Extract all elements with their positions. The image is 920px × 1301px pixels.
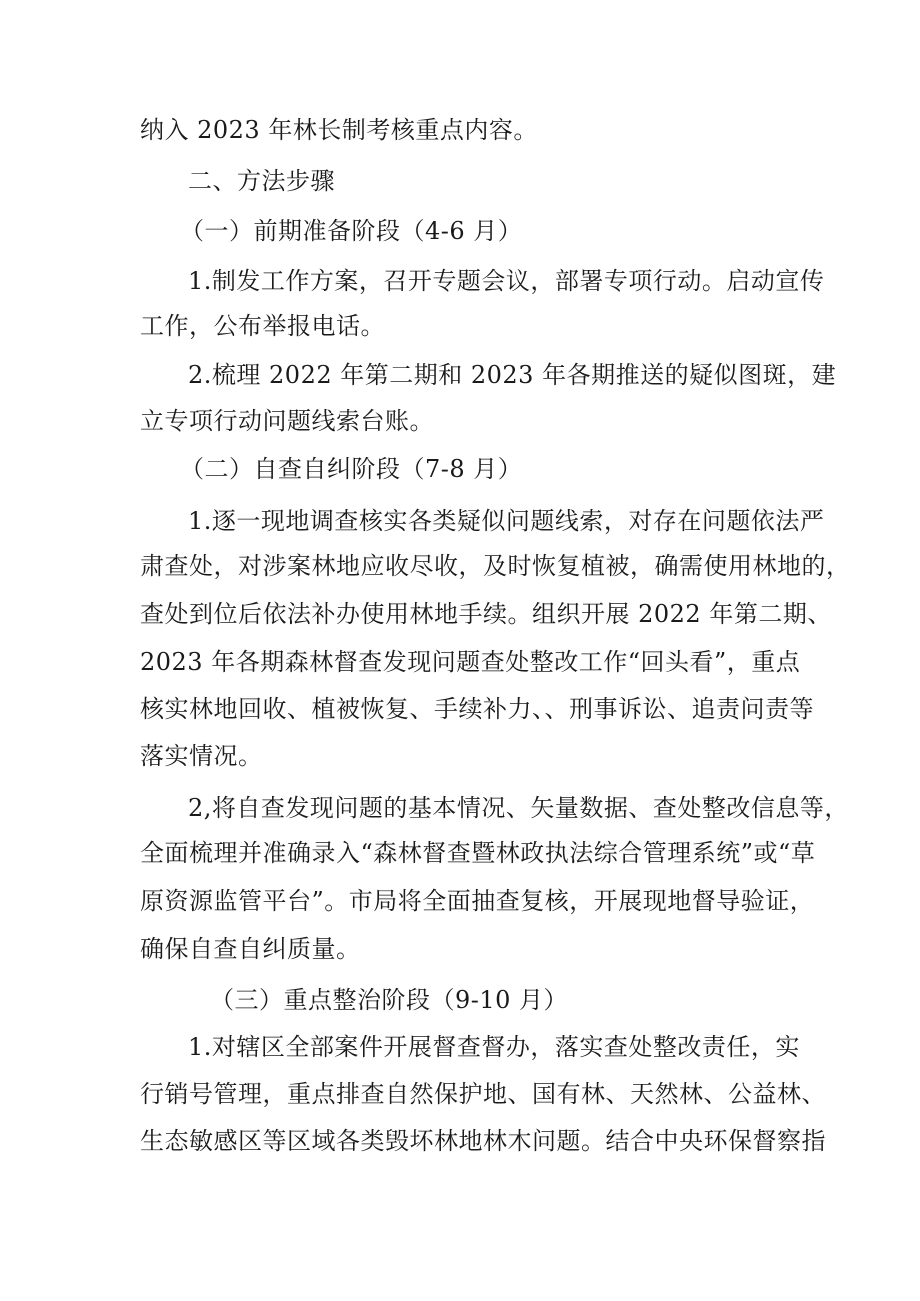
text-line: 1.逐一现地调查核实各类疑似问题线索，对存在问题依法严 — [188, 507, 825, 535]
text-line: 工作，公布举报电话。 — [140, 312, 385, 340]
text-line: 落实情况。 — [140, 742, 263, 770]
section-heading: 二、方法步骤 — [188, 167, 335, 195]
text-line: 查处到位后依法补办使用林地手续。组织开展 2022 年第二期、 — [140, 600, 832, 628]
subsection-heading: （二）自查自纠阶段（7-8 月） — [180, 455, 523, 483]
text-line: 原资源监管平台”。市局将全面抽查复核，开展现地督导验证， — [140, 887, 815, 915]
text-line: 2.梳理 2022 年第二期和 2023 年各期推送的疑似图斑，建 — [188, 361, 837, 389]
text-line: 肃查处，对涉案林地应收尽收，及时恢复植被，确需使用林地的， — [140, 552, 851, 580]
text-line: 1.对辖区全部案件开展督查督办，落实查处整改责任，实 — [188, 1033, 800, 1061]
text-line: 纳入 2023 年林长制考核重点内容。 — [140, 116, 538, 144]
text-line: 核实林地回收、植被恢复、手续补力、、刑事诉讼、追责问责等 — [140, 695, 814, 723]
subsection-heading: （一）前期准备阶段（4-6 月） — [180, 217, 523, 245]
text-line: 行销号管理，重点排查自然保护地、国有林、天然林、公益林、 — [140, 1080, 826, 1108]
text-line: 生态敏感区等区域各类毁坏林地林木问题。结合中央环保督察指 — [140, 1127, 826, 1155]
text-line: 确保自查自纠质量。 — [140, 935, 361, 963]
text-line: 1.制发工作方案，召开专题会议，部署专项行动。启动宣传 — [188, 267, 825, 295]
subsection-heading: （三）重点整治阶段（9-10 月） — [210, 986, 569, 1014]
text-line: 立专项行动问题线索台账。 — [140, 407, 434, 435]
text-line: 2023 年各期森林督查发现问题查处整改工作“回头看”，重点 — [140, 648, 801, 676]
text-line: 全面梳理并准确录入“森林督查暨林政执法综合管理系统”或“草 — [140, 839, 816, 867]
text-line: 2,将自查发现问题的基本情况、矢量数据、查处整改信息等， — [188, 794, 849, 822]
